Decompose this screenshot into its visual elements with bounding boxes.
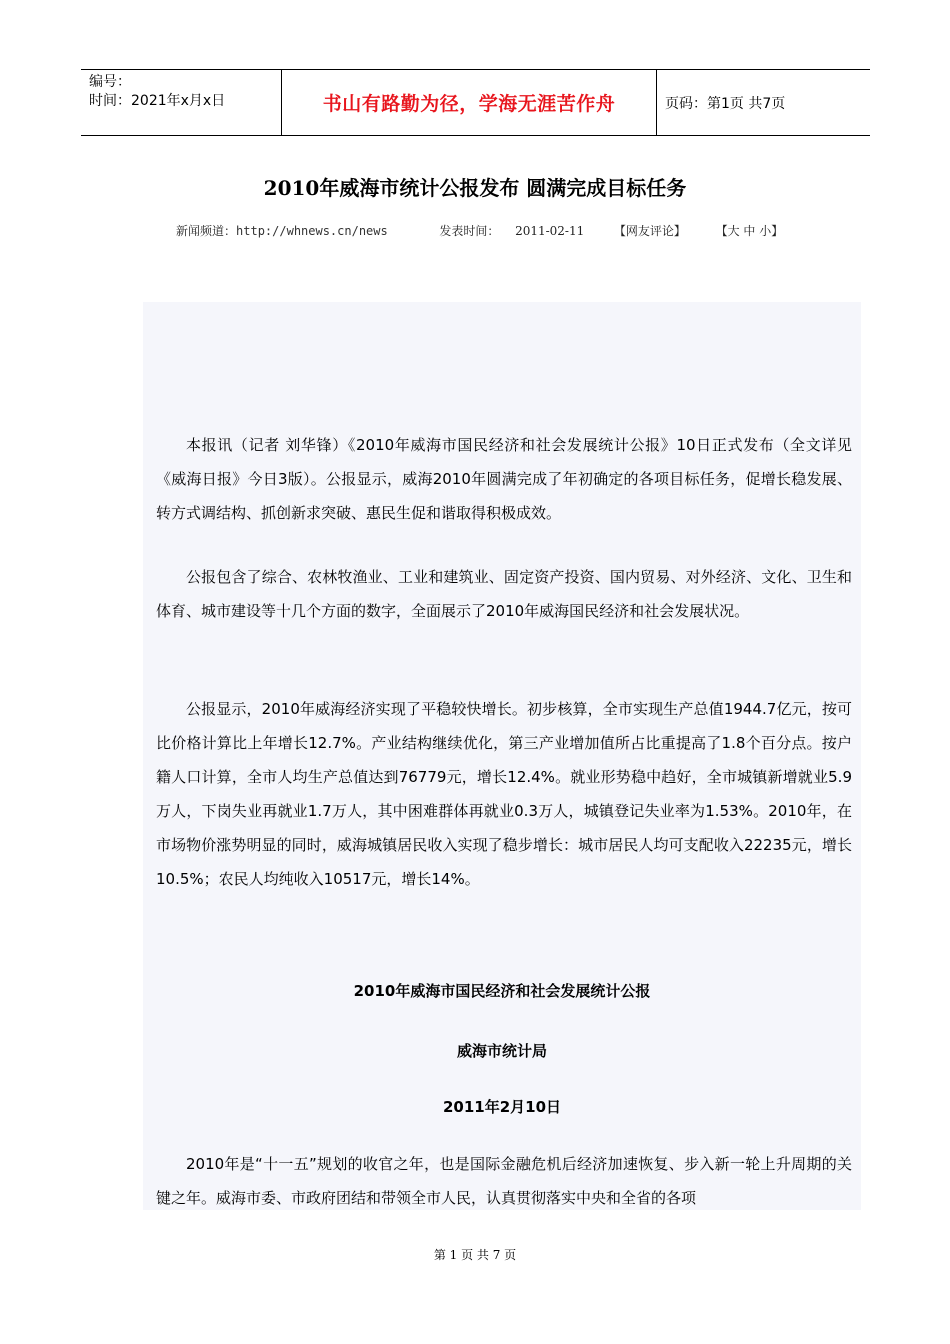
- article-title: 2010年威海市统计公报发布 圆满完成目标任务: [263, 176, 687, 200]
- paragraph-3: 公报显示，2010年威海经济实现了平稳较快增长。初步核算，全市实现生产总值1944.7亿元，按可比价格计算比上年增长12.7%。产业结构继续优化，第三产业增加值所占比重提高了1.8个百分点。按户籍人口计算，全市人均生产总值达到76779元，增长12.4%。就业形势稳中趋好，全市城镇新增就业5.9万人，下岗失业再就业1.7万人，其中困难群体再就业0.3万人，城镇登记失业率为1.53%。2010年，在市场物价涨势明显的同时，威海城镇居民收入实现了稳步增长：城市居民人均可支配收入22235元，增长10.5%；农民人均纯收入10517元，增长14%。: [156, 700, 852, 888]
- channel-link[interactable]: http://whnews.cn/news: [236, 224, 388, 238]
- paragraph-2: 公报包含了综合、农林牧渔业、工业和建筑业、固定资产投资、国内贸易、对外经济、文化、卫生和体育、城市建设等十几个方面的数字，全面展示了2010年威海国民经济和社会发展状况。: [156, 568, 852, 620]
- report-date: 2011年2月10日: [442, 1098, 562, 1116]
- channel-label: 新闻频道：: [176, 224, 237, 238]
- number-label: 编号：: [89, 74, 131, 90]
- report-author: 威海市统计局: [456, 1042, 547, 1060]
- document-header: [81, 69, 870, 136]
- date-label: 发表时间：: [439, 224, 500, 238]
- header-motto: 书山有路勤为径，学海无涯苦作舟: [281, 70, 657, 135]
- article-body: [143, 302, 861, 1210]
- publish-date: 2011-02-11: [515, 224, 585, 238]
- paragraph-1: 本报讯（记者 刘华锋）《2010年威海市国民经济和社会发展统计公报》10日正式发布（全文详见《威海日报》今日3版）。公报显示，威海2010年圆满完成了年初确定的各项目标任务，促增长稳发展、转方式调结构、抓创新求突破、惠民生促和谐取得积极成效。: [156, 436, 852, 522]
- article-meta: [176, 222, 783, 239]
- header-info-cell: [81, 70, 281, 135]
- report-intro: 2010年是“十一五”规划的收官之年，也是国际金融危机后经济加速恢复、步入新一轮上升周期的关键之年。威海市委、市政府团结和带领全市人民，认真贯彻落实中央和全省的各项: [156, 1155, 852, 1207]
- header-page-info: 页码：第1页 共7页: [665, 95, 786, 112]
- time-label: 时间：2021年x月x日: [89, 93, 226, 109]
- font-size-links[interactable]: 【大 中 小】: [715, 224, 784, 238]
- page-footer: 第 1 页 共 7 页: [433, 1248, 517, 1262]
- comment-link[interactable]: 【网友评论】: [613, 224, 686, 238]
- report-title: 2010年威海市国民经济和社会发展统计公报: [353, 982, 651, 1000]
